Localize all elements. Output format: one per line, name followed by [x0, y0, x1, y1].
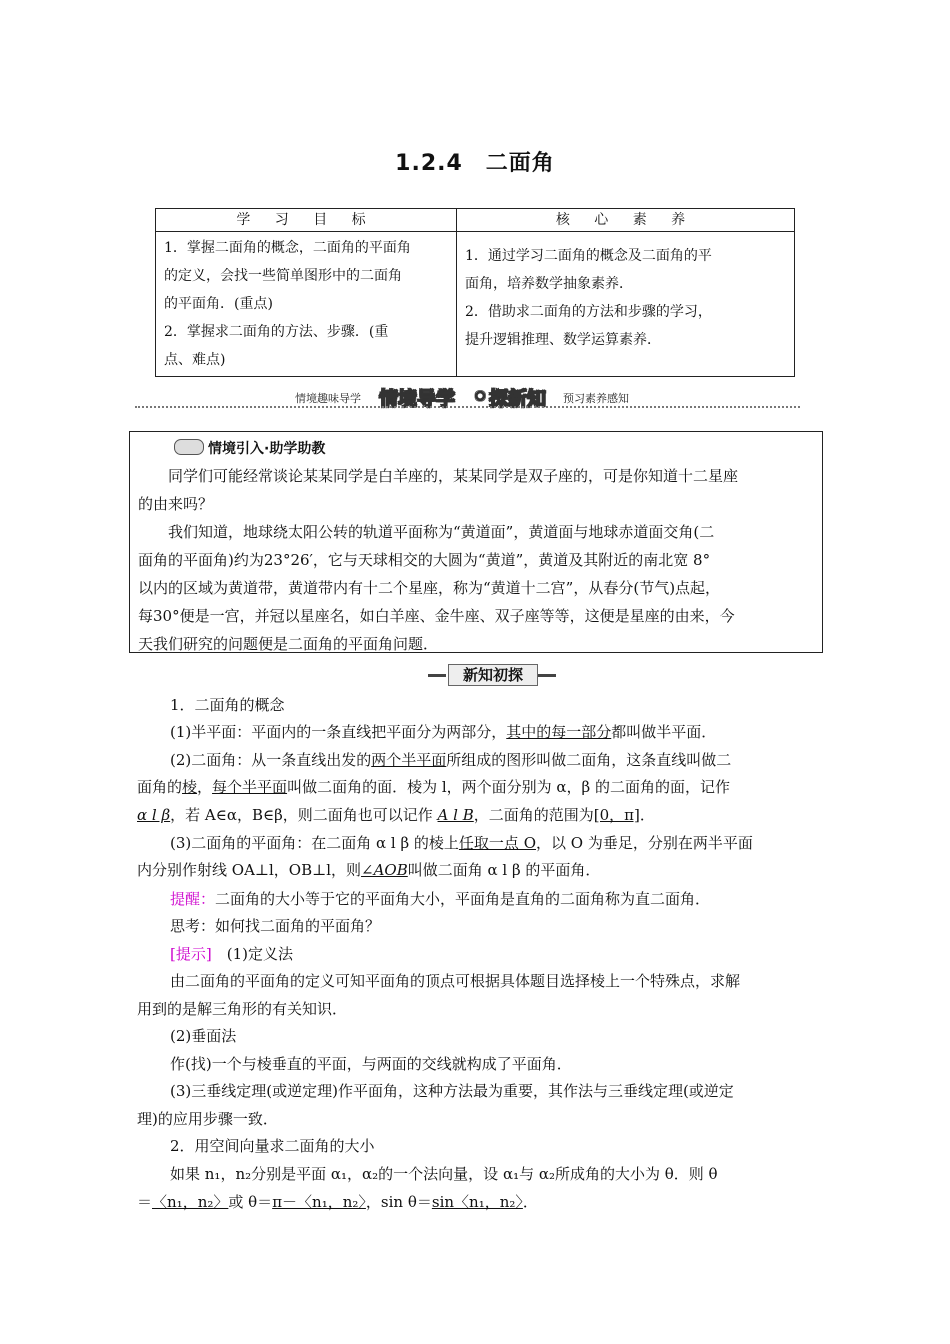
text-line: 由二面角的平面角的定义可知平面角的顶点可根据具体题目选择棱上一个特殊点，求解: [170, 972, 741, 990]
goal-line: 的定义，会找一些简单图形中的二面角: [164, 268, 402, 284]
goal-line: 2．掌握求二面角的方法、步骤．(重: [164, 324, 389, 340]
intro-line: 每30°便是一宫，并冠以星座名，如白羊座、金牛座、双子座等等，这便是星座的由来，今: [138, 607, 735, 625]
text-span: 叫做二面角的面．棱为 l，两个面分别为 α，β 的二面角的面，记作: [287, 778, 730, 796]
text-line: (3)三垂线定理(或逆定理)作平面角，这种方法最为重要，其作法与三垂线定理(或逆定: [170, 1082, 734, 1100]
fill-blank: ∠AOB: [361, 861, 408, 879]
text-line: 如果 n₁，n₂分别是平面 α₁，α₂的一个法向量，设 α₁与 α₂所成角的大小为 θ．则 θ: [170, 1165, 718, 1183]
banner-right-text: 预习素养感知: [563, 392, 629, 405]
text-span: ＝: [137, 1193, 153, 1211]
text-line: [170, 719, 716, 745]
text-span: 面角的: [137, 778, 183, 796]
text-span: ．: [639, 806, 655, 824]
fill-blank: [0，π]: [593, 806, 640, 824]
text-line: [170, 747, 731, 773]
text-line: 用到的是解三角形的有关知识．: [137, 1000, 348, 1018]
intro-line: 我们知道，地球绕太阳公转的轨道平面称为“黄道面”，黄道面与地球赤道面交角(二: [168, 523, 715, 541]
bird-icon: [174, 439, 204, 455]
intro-heading-text: 情境引入·助学助教: [208, 441, 326, 457]
goal-line: 的平面角．(重点): [164, 296, 273, 312]
intro-line: 同学们可能经常谈论某某同学是白羊座的，某某同学是双子座的，可是你知道十二星座: [168, 467, 739, 485]
fill-blank: sin〈n₁，n₂〉: [431, 1193, 523, 1211]
text-line: 1．二面角的概念: [170, 696, 285, 714]
fill-blank: 〈n₁，n₂〉: [152, 1193, 229, 1211]
text-span: ，二面角的范围为: [473, 806, 594, 824]
goals-table: [155, 208, 795, 377]
text-span: ，: [197, 778, 213, 796]
text-span: 二面角的大小等于它的平面角大小，平面角是直角的二面角称为直二面角．: [215, 890, 711, 908]
text-span: ，以 O 为垂足，分别在两半平面: [536, 834, 753, 852]
text-span: 内分别作射线 OA⊥l，OB⊥l，则: [137, 861, 362, 879]
text-span: (3)二面角的平面角：在二面角 α l β 的棱上: [170, 834, 459, 852]
goals-right-cell: [457, 232, 795, 377]
text-span: (1)定义法: [211, 945, 293, 963]
arrow-icon: ◉: [475, 388, 486, 402]
goal-line: 点、难点): [164, 352, 226, 368]
text-span: 或 θ＝: [228, 1193, 273, 1211]
text-line: [170, 830, 753, 856]
reminder-label: 提醒：: [170, 890, 216, 908]
fill-blank: 其中的每一部分: [506, 723, 612, 741]
core-line: 提升逻辑推理、数学运算素养．: [465, 332, 661, 348]
goals-header-right: 核 心 素 养: [457, 209, 795, 232]
intro-line: 天我们研究的问题便是二面角的平面角问题．: [138, 635, 439, 653]
text-span: 所组成的图形叫做二面角，这条直线叫做二: [446, 751, 732, 769]
divider: [135, 406, 800, 408]
divider: [538, 674, 556, 677]
fill-blank: α l β: [137, 806, 171, 824]
section-heading: [428, 664, 556, 686]
text-line: 作(找)一个与棱垂直的平面，与两面的交线就构成了平面角．: [170, 1055, 572, 1073]
goal-line: 1．掌握二面角的概念，二面角的平面角: [164, 240, 411, 256]
intro-line: 面角的平面角)约为23°26′，它与天球相交的大圆为“黄道”，黄道及其附近的南北宽 8°: [138, 551, 711, 569]
banner-main-text-2: 探新知: [489, 388, 547, 410]
page-title: 1.2.4 二面角: [395, 151, 555, 176]
intro-line: 的由来吗？: [138, 495, 214, 513]
text-span: (2)二面角：从一条直线出发的: [170, 751, 372, 769]
text-line: [170, 941, 293, 967]
text-line: [170, 886, 710, 912]
core-line: 2．借助求二面角的方法和步骤的学习，: [465, 304, 712, 320]
intro-heading: [174, 438, 325, 458]
intro-line: 以内的区域为黄道带，黄道带内有十二个星座，称为“黄道十二宫”，从春分(节气)点起，: [138, 579, 721, 597]
text-line: [137, 857, 600, 883]
goals-header-left: 学 习 目 标: [156, 209, 457, 232]
text-line: [137, 802, 655, 828]
text-line: 理)的应用步骤一致．: [137, 1110, 278, 1128]
fill-blank: 任取一点 O: [458, 834, 536, 852]
goals-left-cell: [156, 232, 457, 377]
text-line: 思考：如何找二面角的平面角？: [170, 917, 381, 935]
text-span: ．: [522, 1193, 538, 1211]
text-line: (2)垂面法: [170, 1027, 237, 1045]
section-heading-text: 新知初探: [448, 664, 538, 686]
text-line: [137, 774, 730, 800]
text-span: ，sin θ＝: [365, 1193, 432, 1211]
text-span: (1)半平面：平面内的一条直线把平面分为两部分，: [170, 723, 507, 741]
divider: [428, 674, 446, 677]
core-line: 面角，培养数学抽象素养．: [465, 276, 633, 292]
fill-blank: π－〈n₁，n₂〉: [272, 1193, 366, 1211]
fill-blank: A l B: [437, 806, 474, 824]
text-line: [137, 1189, 538, 1215]
banner-main-text: 情境导学: [379, 388, 456, 410]
text-span: 都叫做半平面．: [611, 723, 717, 741]
core-line: 1．通过学习二面角的概念及二面角的平: [465, 248, 712, 264]
text-line: 2．用空间向量求二面角的大小: [170, 1137, 375, 1155]
section-banner: [135, 384, 800, 410]
fill-blank: 两个半平面: [371, 751, 447, 769]
fill-blank: 每个半平面: [212, 778, 288, 796]
fill-blank: 棱: [182, 778, 198, 796]
intro-box: [129, 431, 823, 653]
text-span: ，若 A∈α，B∈β，则二面角也可以记作: [170, 806, 438, 824]
text-span: 叫做二面角 α l β 的平面角．: [407, 861, 601, 879]
hint-label: [提示]: [170, 945, 212, 963]
banner-left-text: 情境趣味导学: [295, 392, 361, 405]
